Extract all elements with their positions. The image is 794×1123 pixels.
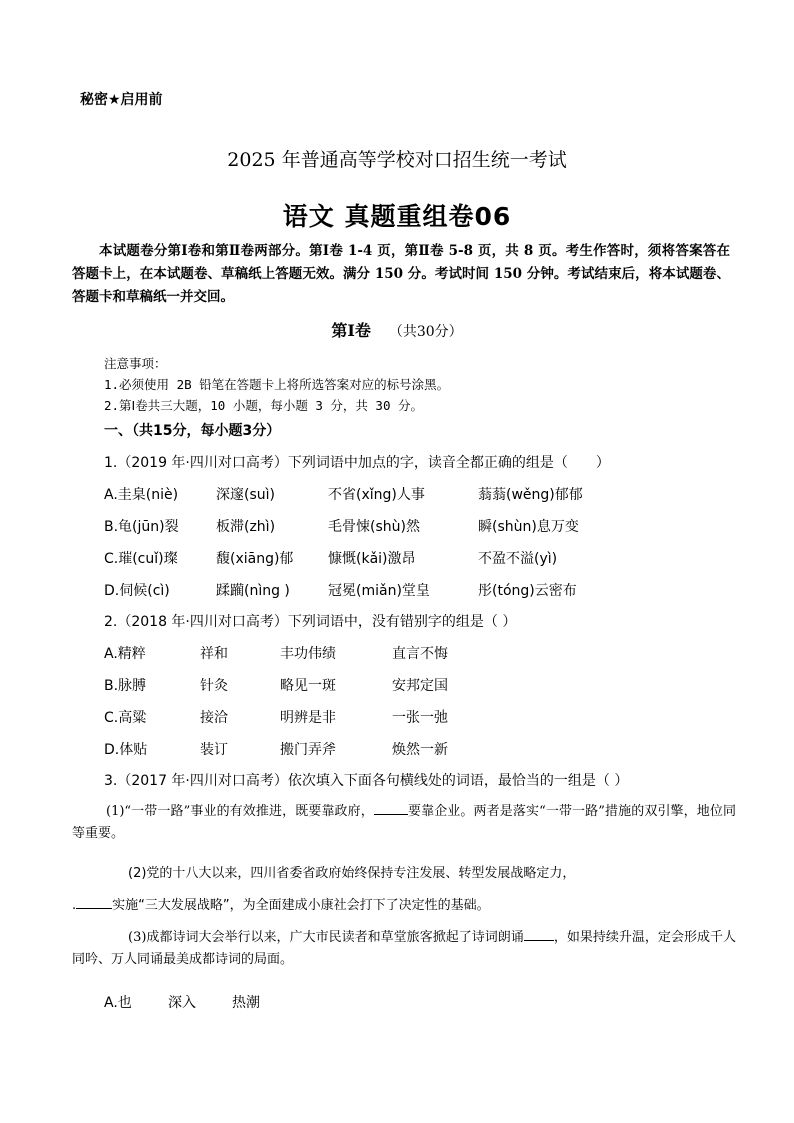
option-term: 毛骨悚(shù)然 (328, 519, 420, 535)
sentence-text: (2)党的十八大以来，四川省委省政府始终保持专注发展、转型发展战略定力， (128, 866, 576, 881)
notes-block (104, 353, 449, 416)
question-3-sentence-2-cont (72, 895, 736, 917)
option-term: A.也 (104, 995, 132, 1011)
paper-title: 语文 真题重组卷06 (282, 202, 512, 231)
sentence-text: (1)“一带一路”事业的有效推进，既要靠政府， (106, 804, 374, 819)
sentence-text: 要靠企业。两者是落实“一带一路”措施的双引擎，地位同等重要。 (72, 804, 736, 841)
sentence-text: ，如果持续升温，定会形成千人同吟、万人同诵最美成都诗词的局面。 (72, 930, 736, 967)
question-3-sentence-3 (72, 927, 736, 971)
exam-title: 2025 年普通高等学校对口招生统一考试 (227, 149, 567, 171)
option-term: 丰功伟绩 (280, 646, 336, 662)
fill-blank (374, 801, 408, 815)
option-term: 焕然一新 (392, 742, 448, 758)
confidential-label: 秘密★启用前 (80, 92, 163, 108)
sentence-text: 实施“三大发展战略”，为全面建成小康社会打下了决定性的基础。 (112, 898, 490, 913)
option-term: 热潮 (232, 995, 260, 1011)
option-term: 明辨是非 (280, 710, 336, 726)
sentence-text: (3)成都诗词大会举行以来，广大市民读者和草堂旅客掀起了诗词朗诵 (128, 930, 524, 945)
option-term: 深入 (168, 995, 196, 1011)
part-title: 第Ⅰ卷 (331, 321, 371, 340)
exam-instructions: 本试题卷分第Ⅰ卷和第Ⅱ卷两部分。第Ⅰ卷 1-4 页，第Ⅱ卷 5-8 页，共 8 页。考生作答时，须将答案答在答题卡上，在本试题卷、草稿纸上答题无效。满分 150 分。考试时间 150 分钟。考试结束后，将本试题卷、答题卡和草稿纸一并交回。 (72, 243, 730, 305)
note-item: 1.必须使用 2B 铅笔在答题卡上将所选答案对应的标号涂黑。 (104, 377, 450, 392)
notes-heading: 注意事项： (104, 356, 167, 371)
option-term: D.伺候(cì) (104, 583, 170, 599)
option-term: 不盈不溢(yì) (478, 551, 558, 567)
option-term: B.脉膊 (104, 678, 147, 694)
question-3-option-a (104, 992, 704, 1012)
option-term: C.璀(cuǐ)璨 (104, 551, 178, 567)
question-3-stem: 3.（2017 年·四川对口高考）依次填入下面各句横线处的词语，最恰当的一组是（ ） (104, 773, 629, 789)
question-1-option-d (104, 580, 704, 600)
option-term: 冠冕(miǎn)堂皇 (328, 583, 430, 599)
option-term: 瞬(shùn)息万变 (478, 519, 579, 535)
option-term: 蹂躏(nìng ) (216, 583, 290, 599)
option-term: 一张一弛 (392, 710, 448, 726)
option-term: 蓊蓊(wěng)郁郁 (478, 487, 583, 503)
option-term: 彤(tóng)云密布 (478, 583, 577, 599)
question-2-option-a (104, 643, 704, 663)
option-term: 板滞(zhì) (216, 519, 276, 535)
option-term: 搬门弄斧 (280, 742, 336, 758)
option-term: 祥和 (200, 646, 228, 662)
question-3-sentence-1 (72, 801, 736, 845)
option-term: 慷慨(kǎi)激昂 (328, 551, 416, 567)
section-heading: 一、（共15分，每小题3分） (104, 423, 281, 439)
option-term: D.体贴 (104, 742, 148, 758)
question-1-option-a (104, 484, 704, 504)
option-term: 安邦定国 (392, 678, 448, 694)
option-term: B.龟(jūn)裂 (104, 519, 179, 535)
fill-blank (524, 927, 554, 941)
question-1-option-b (104, 516, 704, 536)
option-term: 不省(xǐng)人事 (328, 487, 425, 503)
part-heading (0, 318, 794, 341)
question-1-stem: 1.（2019 年·四川对口高考）下列词语中加点的字，读音全都正确的组是（ ） (104, 455, 610, 471)
question-3-sentence-2 (72, 863, 736, 885)
option-term: 略见一斑 (280, 678, 336, 694)
question-2-option-c (104, 707, 704, 727)
option-term: 深邃(suì) (216, 487, 275, 503)
option-term: 装订 (200, 742, 228, 758)
option-term: 馥(xiāng)郁 (216, 551, 294, 567)
question-2-option-d (104, 739, 704, 759)
sentence-text: . (72, 898, 77, 913)
question-1-option-c (104, 548, 704, 568)
fill-blank (76, 895, 112, 909)
option-term: C.高粱 (104, 710, 147, 726)
option-term: A.精粹 (104, 646, 146, 662)
question-2-option-b (104, 675, 704, 695)
question-2-stem: 2.（2018 年·四川对口高考）下列词语中，没有错别字的组是（ ） (104, 614, 517, 630)
note-item: 2.第Ⅰ卷共三大题，10 小题，每小题 3 分，共 30 分。 (104, 398, 423, 413)
option-term: 接洽 (200, 710, 228, 726)
option-term: A.圭臬(niè) (104, 487, 179, 503)
option-term: 直言不悔 (392, 646, 448, 662)
option-term: 针灸 (200, 678, 228, 694)
part-score: （共30分） (388, 324, 463, 340)
